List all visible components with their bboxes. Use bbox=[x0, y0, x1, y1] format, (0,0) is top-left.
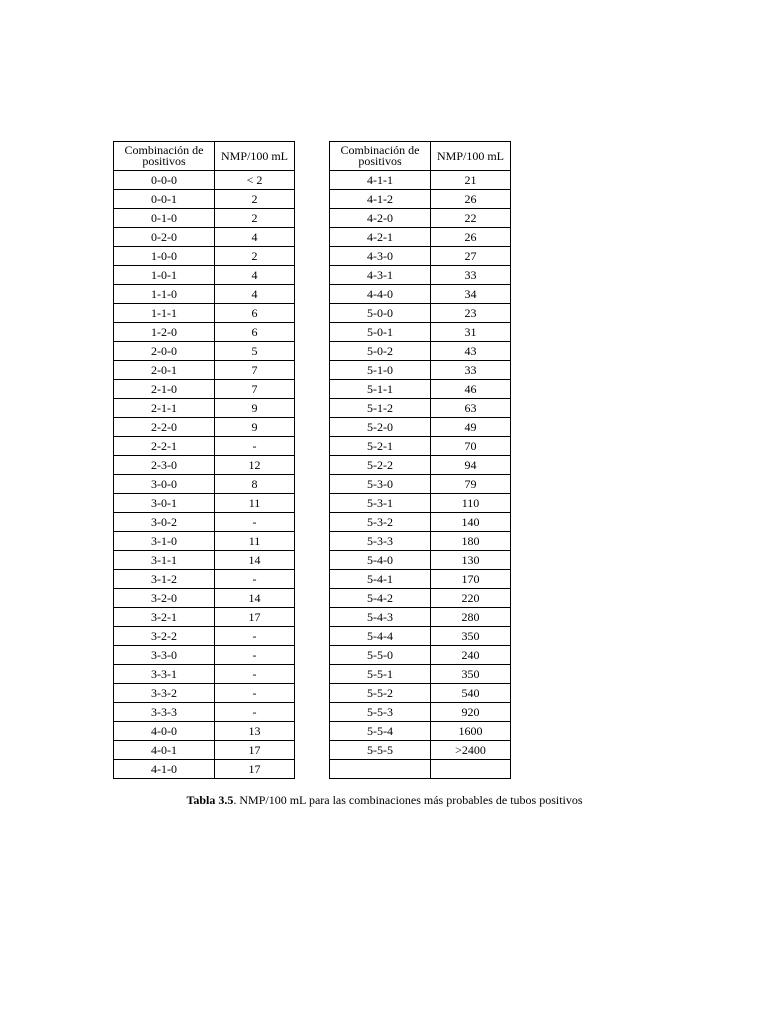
mpn-table-right bbox=[329, 141, 511, 779]
nmp-cell: - bbox=[215, 684, 295, 703]
combination-cell: 5-4-1 bbox=[330, 570, 431, 589]
table-row bbox=[114, 703, 295, 722]
table-row bbox=[330, 760, 511, 779]
table-header-row bbox=[114, 142, 295, 171]
nmp-cell: 94 bbox=[431, 456, 511, 475]
table-row bbox=[114, 399, 295, 418]
combination-cell: 5-3-1 bbox=[330, 494, 431, 513]
nmp-cell: 13 bbox=[215, 722, 295, 741]
table-body-left bbox=[114, 171, 295, 779]
combination-cell: 5-4-3 bbox=[330, 608, 431, 627]
nmp-cell: 14 bbox=[215, 589, 295, 608]
table-row bbox=[114, 247, 295, 266]
table-row bbox=[330, 437, 511, 456]
table-row bbox=[114, 361, 295, 380]
nmp-cell: 26 bbox=[431, 228, 511, 247]
combination-cell: 4-2-1 bbox=[330, 228, 431, 247]
nmp-cell: - bbox=[215, 627, 295, 646]
table-row bbox=[114, 627, 295, 646]
combination-cell: 5-5-1 bbox=[330, 665, 431, 684]
nmp-cell: 11 bbox=[215, 532, 295, 551]
nmp-cell bbox=[431, 760, 511, 779]
combination-cell: 1-1-0 bbox=[114, 285, 215, 304]
nmp-cell: 2 bbox=[215, 247, 295, 266]
table-body-right bbox=[330, 171, 511, 779]
combination-cell: 5-5-3 bbox=[330, 703, 431, 722]
combination-cell: 5-1-2 bbox=[330, 399, 431, 418]
nmp-cell: 21 bbox=[431, 171, 511, 190]
nmp-cell: 14 bbox=[215, 551, 295, 570]
combination-cell: 3-3-0 bbox=[114, 646, 215, 665]
table-row bbox=[114, 456, 295, 475]
nmp-cell: 130 bbox=[431, 551, 511, 570]
table-row bbox=[114, 608, 295, 627]
table-row bbox=[330, 684, 511, 703]
nmp-cell: 34 bbox=[431, 285, 511, 304]
nmp-cell: 9 bbox=[215, 418, 295, 437]
table-row bbox=[330, 608, 511, 627]
header-nmp: NMP/100 mL bbox=[431, 142, 511, 171]
table-row bbox=[114, 532, 295, 551]
nmp-cell: 920 bbox=[431, 703, 511, 722]
combination-cell: 0-0-1 bbox=[114, 190, 215, 209]
nmp-cell: 180 bbox=[431, 532, 511, 551]
nmp-cell: 9 bbox=[215, 399, 295, 418]
combination-cell: 3-2-2 bbox=[114, 627, 215, 646]
table-row bbox=[330, 323, 511, 342]
combination-cell: 0-0-0 bbox=[114, 171, 215, 190]
table-row bbox=[114, 285, 295, 304]
nmp-cell: 49 bbox=[431, 418, 511, 437]
nmp-cell: 4 bbox=[215, 266, 295, 285]
nmp-cell: 2 bbox=[215, 209, 295, 228]
nmp-cell: 6 bbox=[215, 323, 295, 342]
nmp-cell: 43 bbox=[431, 342, 511, 361]
combination-cell: 5-3-3 bbox=[330, 532, 431, 551]
combination-cell: 4-3-0 bbox=[330, 247, 431, 266]
table-row bbox=[330, 380, 511, 399]
nmp-cell: 12 bbox=[215, 456, 295, 475]
combination-cell: 1-0-1 bbox=[114, 266, 215, 285]
nmp-cell: 170 bbox=[431, 570, 511, 589]
nmp-cell: 17 bbox=[215, 608, 295, 627]
nmp-cell: 63 bbox=[431, 399, 511, 418]
combination-cell: 5-3-2 bbox=[330, 513, 431, 532]
combination-cell: 5-0-1 bbox=[330, 323, 431, 342]
combination-cell: 1-2-0 bbox=[114, 323, 215, 342]
combination-cell: 5-4-2 bbox=[330, 589, 431, 608]
table-row bbox=[114, 342, 295, 361]
table-row bbox=[330, 399, 511, 418]
nmp-cell: 240 bbox=[431, 646, 511, 665]
nmp-cell: 7 bbox=[215, 380, 295, 399]
table-row bbox=[114, 475, 295, 494]
table-row bbox=[114, 494, 295, 513]
nmp-cell: 5 bbox=[215, 342, 295, 361]
nmp-cell: 33 bbox=[431, 361, 511, 380]
table-row bbox=[330, 171, 511, 190]
combination-cell: 3-0-1 bbox=[114, 494, 215, 513]
table-row bbox=[114, 418, 295, 437]
nmp-cell: - bbox=[215, 513, 295, 532]
combination-cell: 4-0-0 bbox=[114, 722, 215, 741]
combination-cell: 4-3-1 bbox=[330, 266, 431, 285]
combination-cell: 2-1-1 bbox=[114, 399, 215, 418]
combination-cell: 5-5-5 bbox=[330, 741, 431, 760]
combination-cell: 3-1-0 bbox=[114, 532, 215, 551]
nmp-cell: - bbox=[215, 703, 295, 722]
combination-cell: 4-2-0 bbox=[330, 209, 431, 228]
combination-cell: 3-2-1 bbox=[114, 608, 215, 627]
combination-cell: 3-1-1 bbox=[114, 551, 215, 570]
nmp-cell: 350 bbox=[431, 627, 511, 646]
nmp-cell: 8 bbox=[215, 475, 295, 494]
nmp-cell: 2 bbox=[215, 190, 295, 209]
table-row bbox=[114, 741, 295, 760]
combination-cell: 4-1-1 bbox=[330, 171, 431, 190]
combination-cell: 2-1-0 bbox=[114, 380, 215, 399]
table-row bbox=[330, 627, 511, 646]
combination-cell: 3-0-2 bbox=[114, 513, 215, 532]
table-row bbox=[330, 703, 511, 722]
table-row bbox=[114, 437, 295, 456]
combination-cell: 3-3-1 bbox=[114, 665, 215, 684]
table-row bbox=[114, 646, 295, 665]
combination-cell bbox=[330, 760, 431, 779]
nmp-cell: 26 bbox=[431, 190, 511, 209]
combination-cell: 4-0-1 bbox=[114, 741, 215, 760]
combination-cell: 5-0-0 bbox=[330, 304, 431, 323]
nmp-cell: 17 bbox=[215, 741, 295, 760]
combination-cell: 0-1-0 bbox=[114, 209, 215, 228]
mpn-table-left bbox=[113, 141, 295, 779]
table-row bbox=[330, 285, 511, 304]
nmp-cell: 220 bbox=[431, 589, 511, 608]
combination-cell: 1-1-1 bbox=[114, 304, 215, 323]
table-row bbox=[330, 741, 511, 760]
combination-cell: 4-1-0 bbox=[114, 760, 215, 779]
nmp-cell: 23 bbox=[431, 304, 511, 323]
combination-cell: 5-2-1 bbox=[330, 437, 431, 456]
table-row bbox=[330, 475, 511, 494]
combination-cell: 4-1-2 bbox=[330, 190, 431, 209]
table-row bbox=[114, 551, 295, 570]
nmp-cell: 540 bbox=[431, 684, 511, 703]
nmp-cell: < 2 bbox=[215, 171, 295, 190]
nmp-cell: - bbox=[215, 646, 295, 665]
combination-cell: 5-3-0 bbox=[330, 475, 431, 494]
table-row bbox=[330, 570, 511, 589]
table-row bbox=[330, 551, 511, 570]
table-row bbox=[330, 456, 511, 475]
combination-cell: 5-5-4 bbox=[330, 722, 431, 741]
nmp-cell: 4 bbox=[215, 285, 295, 304]
nmp-cell: 6 bbox=[215, 304, 295, 323]
table-row bbox=[330, 665, 511, 684]
combination-cell: 5-0-2 bbox=[330, 342, 431, 361]
combination-cell: 2-3-0 bbox=[114, 456, 215, 475]
table-row bbox=[330, 361, 511, 380]
nmp-cell: - bbox=[215, 570, 295, 589]
table-row bbox=[114, 589, 295, 608]
combination-cell: 2-2-1 bbox=[114, 437, 215, 456]
table-row bbox=[114, 171, 295, 190]
nmp-cell: 110 bbox=[431, 494, 511, 513]
caption-label: Tabla 3.5 bbox=[186, 793, 234, 807]
table-row bbox=[114, 665, 295, 684]
nmp-cell: 140 bbox=[431, 513, 511, 532]
combination-cell: 2-2-0 bbox=[114, 418, 215, 437]
table-row bbox=[330, 722, 511, 741]
nmp-cell: 46 bbox=[431, 380, 511, 399]
nmp-cell: - bbox=[215, 665, 295, 684]
caption-text: . NMP/100 mL para las combinaciones más probables de tubos positivos bbox=[233, 793, 583, 807]
table-row bbox=[330, 266, 511, 285]
nmp-cell: 4 bbox=[215, 228, 295, 247]
table-row bbox=[330, 247, 511, 266]
header-combination: Combinación de positivos bbox=[114, 142, 215, 171]
nmp-cell: 27 bbox=[431, 247, 511, 266]
table-row bbox=[114, 209, 295, 228]
combination-cell: 3-0-0 bbox=[114, 475, 215, 494]
table-row bbox=[330, 209, 511, 228]
combination-cell: 5-5-0 bbox=[330, 646, 431, 665]
table-row bbox=[114, 304, 295, 323]
nmp-cell: 7 bbox=[215, 361, 295, 380]
combination-cell: 3-2-0 bbox=[114, 589, 215, 608]
nmp-cell: 280 bbox=[431, 608, 511, 627]
combination-cell: 5-5-2 bbox=[330, 684, 431, 703]
combination-cell: 1-0-0 bbox=[114, 247, 215, 266]
combination-cell: 0-2-0 bbox=[114, 228, 215, 247]
table-row bbox=[114, 228, 295, 247]
nmp-cell: 70 bbox=[431, 437, 511, 456]
header-nmp: NMP/100 mL bbox=[215, 142, 295, 171]
combination-cell: 3-3-3 bbox=[114, 703, 215, 722]
combination-cell: 5-1-0 bbox=[330, 361, 431, 380]
nmp-cell: 22 bbox=[431, 209, 511, 228]
table-header-row bbox=[330, 142, 511, 171]
nmp-cell: 11 bbox=[215, 494, 295, 513]
nmp-cell: 1600 bbox=[431, 722, 511, 741]
combination-cell: 2-0-1 bbox=[114, 361, 215, 380]
table-row bbox=[330, 228, 511, 247]
combination-cell: 4-4-0 bbox=[330, 285, 431, 304]
combination-cell: 3-3-2 bbox=[114, 684, 215, 703]
table-row bbox=[330, 513, 511, 532]
nmp-cell: >2400 bbox=[431, 741, 511, 760]
combination-cell: 3-1-2 bbox=[114, 570, 215, 589]
combination-cell: 5-2-0 bbox=[330, 418, 431, 437]
nmp-cell: 350 bbox=[431, 665, 511, 684]
table-caption bbox=[113, 793, 656, 808]
table-row bbox=[114, 570, 295, 589]
nmp-cell: 31 bbox=[431, 323, 511, 342]
table-row bbox=[330, 304, 511, 323]
nmp-cell: - bbox=[215, 437, 295, 456]
table-row bbox=[330, 646, 511, 665]
header-combination: Combinación de positivos bbox=[330, 142, 431, 171]
combination-cell: 5-2-2 bbox=[330, 456, 431, 475]
table-row bbox=[330, 532, 511, 551]
table-row bbox=[114, 380, 295, 399]
nmp-cell: 79 bbox=[431, 475, 511, 494]
table-row bbox=[114, 722, 295, 741]
table-row bbox=[114, 684, 295, 703]
table-row bbox=[330, 342, 511, 361]
table-row bbox=[114, 760, 295, 779]
table-row bbox=[114, 513, 295, 532]
table-row bbox=[330, 494, 511, 513]
combination-cell: 5-4-0 bbox=[330, 551, 431, 570]
nmp-cell: 33 bbox=[431, 266, 511, 285]
table-row bbox=[330, 190, 511, 209]
table-row bbox=[114, 323, 295, 342]
table-row bbox=[114, 266, 295, 285]
table-row bbox=[114, 190, 295, 209]
table-row bbox=[330, 589, 511, 608]
table-row bbox=[330, 418, 511, 437]
combination-cell: 5-4-4 bbox=[330, 627, 431, 646]
combination-cell: 5-1-1 bbox=[330, 380, 431, 399]
combination-cell: 2-0-0 bbox=[114, 342, 215, 361]
nmp-cell: 17 bbox=[215, 760, 295, 779]
